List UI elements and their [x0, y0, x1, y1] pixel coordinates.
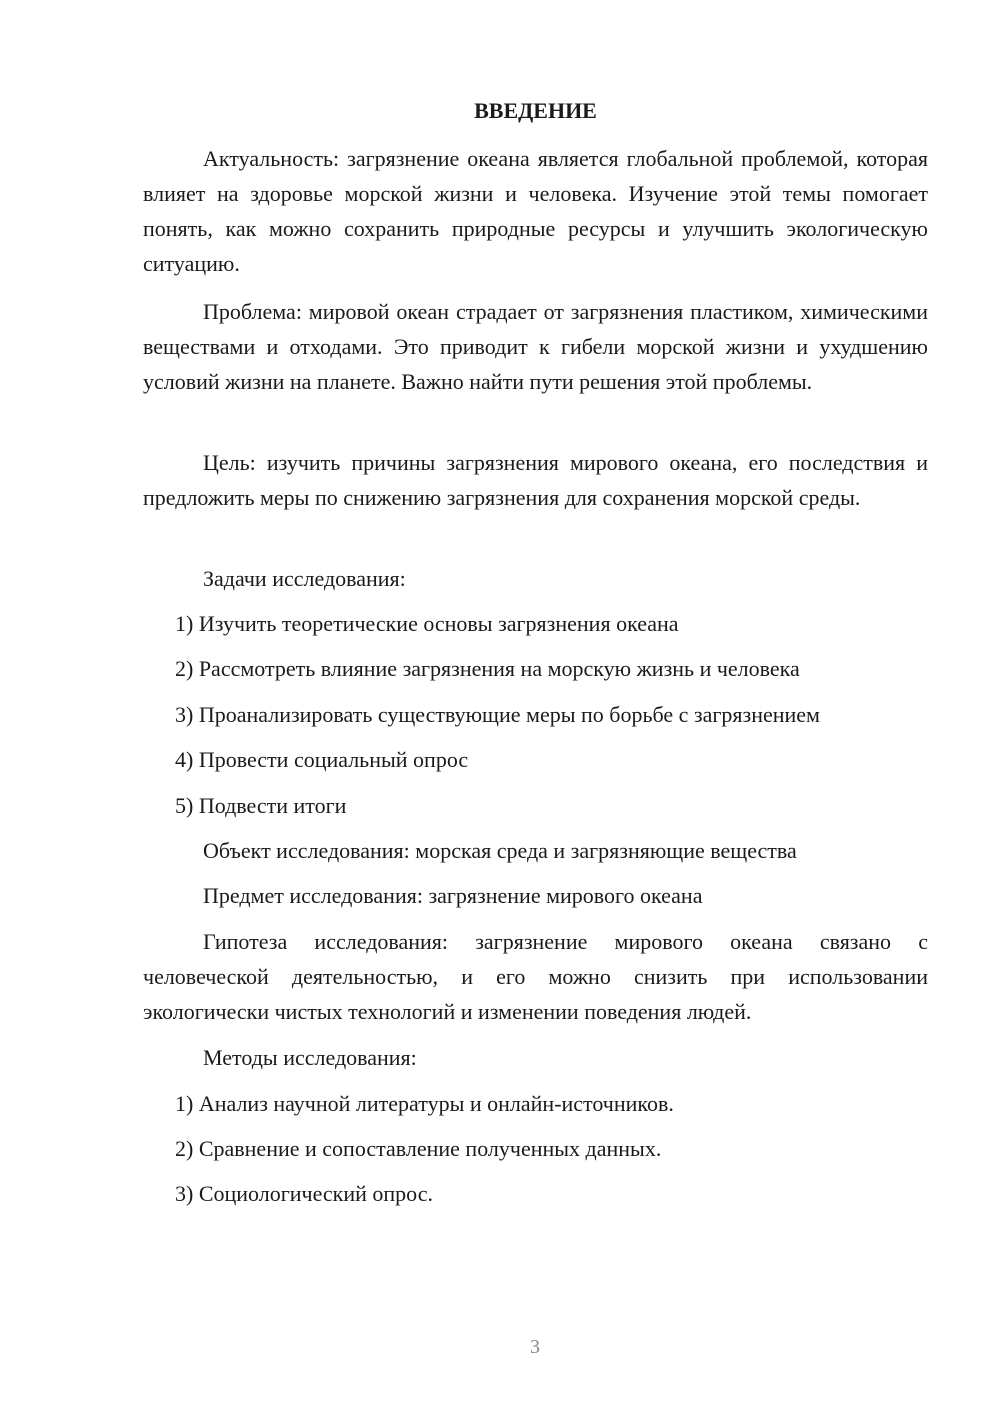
- method-item: 1) Анализ научной литературы и онлайн-источников.: [175, 1091, 674, 1116]
- task-item: 1) Изучить теоретические основы загрязнения океана: [175, 611, 679, 636]
- goal-paragraph: Цель: изучить причины загрязнения мирового океана, его последствия и предложить меры по снижению загрязнения для сохранения морской среды.: [143, 450, 928, 510]
- task-item: 3) Проанализировать существующие меры по борьбе с загрязнением: [175, 702, 820, 727]
- task-item: 2) Рассмотреть влияние загрязнения на морскую жизнь и человека: [175, 656, 800, 681]
- tasks-heading: Задачи исследования:: [203, 566, 406, 591]
- section-title: ВВЕДЕНИЕ: [474, 98, 597, 123]
- task-item: 4) Провести социальный опрос: [175, 747, 469, 772]
- hypothesis-paragraph: Гипотеза исследования: загрязнение мирового океана связано с человеческой деятельностью, и его можно снизить при использовании экологически чистых технологий и изменении поведения людей.: [143, 929, 928, 1024]
- method-item: 2) Сравнение и сопоставление полученных данных.: [175, 1136, 662, 1161]
- methods-heading: Методы исследования:: [203, 1045, 417, 1070]
- page-number: 3: [530, 1336, 540, 1358]
- research-object: Объект исследования: морская среда и загрязняющие вещества: [203, 838, 797, 863]
- method-item: 3) Социологический опрос.: [175, 1181, 433, 1206]
- research-subject: Предмет исследования: загрязнение мирового океана: [203, 883, 703, 908]
- problem-paragraph: Проблема: мировой океан страдает от загрязнения пластиком, химическими веществами и отходами. Это приводит к гибели морской жизни и ухудшению условий жизни на планете. Важно найти пути решения этой проблемы.: [143, 299, 928, 394]
- relevance-paragraph: Актуальность: загрязнение океана является глобальной проблемой, которая влияет на здоровье морской жизни и человека. Изучение этой темы помогает понять, как можно сохранить природные ресурсы и улучшить экологическую ситуацию.: [143, 146, 928, 276]
- task-item: 5) Подвести итоги: [175, 793, 347, 818]
